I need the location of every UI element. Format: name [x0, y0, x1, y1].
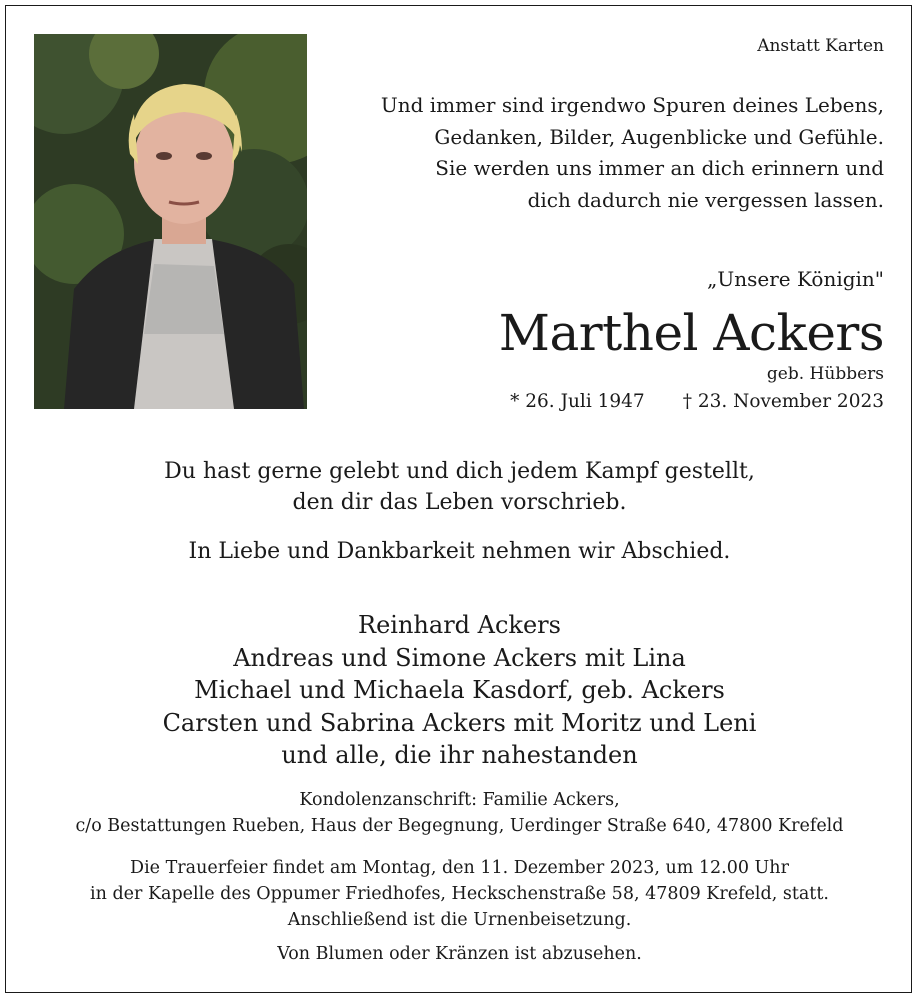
funeral-line: Anschließend ist die Urnenbeisetzung. — [287, 910, 632, 930]
mourners-list — [6, 609, 913, 772]
mourner: Reinhard Ackers — [358, 611, 561, 639]
condolence-line: c/o Bestattungen Rueben, Haus der Begegnung, Uerdinger Straße 640, 47800 Krefeld — [75, 816, 844, 836]
portrait-photo — [34, 34, 307, 409]
motto — [6, 456, 913, 518]
motto-line: den dir das Leben vorschrieb. — [292, 490, 627, 515]
deceased-name: Marthel Ackers — [498, 304, 884, 362]
mourner: und alle, die ihr nahestanden — [281, 741, 638, 769]
funeral-line: in der Kapelle des Oppumer Friedhofes, Heckschenstraße 58, 47809 Krefeld, statt. — [90, 884, 829, 904]
motto-line: Du hast gerne gelebt und dich jedem Kampf gestellt, — [164, 459, 755, 484]
death-date: † 23. November 2023 — [682, 391, 884, 412]
nickname: „Unsere Königin" — [707, 267, 884, 291]
verse-line: Gedanken, Bilder, Augenblicke und Gefühle. — [434, 124, 884, 149]
condolence-address — [6, 787, 913, 839]
flowers-note: Von Blumen oder Kränzen ist abzusehen. — [277, 944, 642, 964]
mourner: Michael und Michaela Kasdorf, geb. Ackers — [194, 676, 725, 704]
funeral-line: Die Trauerfeier findet am Montag, den 11. Dezember 2023, um 12.00 Uhr — [130, 858, 789, 878]
life-dates — [510, 391, 884, 412]
condolence-line: Kondolenzanschrift: Familie Ackers, — [299, 790, 620, 810]
funeral-info — [6, 855, 913, 933]
farewell-line: In Liebe und Dankbarkeit nehmen wir Abschied. — [188, 539, 731, 564]
mourner: Carsten und Sabrina Ackers mit Moritz und Leni — [162, 708, 757, 737]
mourner: Andreas und Simone Ackers mit Lina — [233, 643, 686, 672]
verse — [381, 90, 884, 216]
verse-line: Und immer sind irgendwo Spuren deines Lebens, — [380, 93, 884, 117]
birth-date: * 26. Juli 1947 — [510, 391, 645, 412]
birth-name: geb. Hübbers — [766, 364, 884, 384]
header-note: Anstatt Karten — [757, 36, 884, 56]
verse-line: dich dadurch nie vergessen lassen. — [527, 187, 884, 212]
obituary-notice — [5, 5, 912, 993]
verse-line: Sie werden uns immer an dich erinnern und — [435, 156, 884, 180]
